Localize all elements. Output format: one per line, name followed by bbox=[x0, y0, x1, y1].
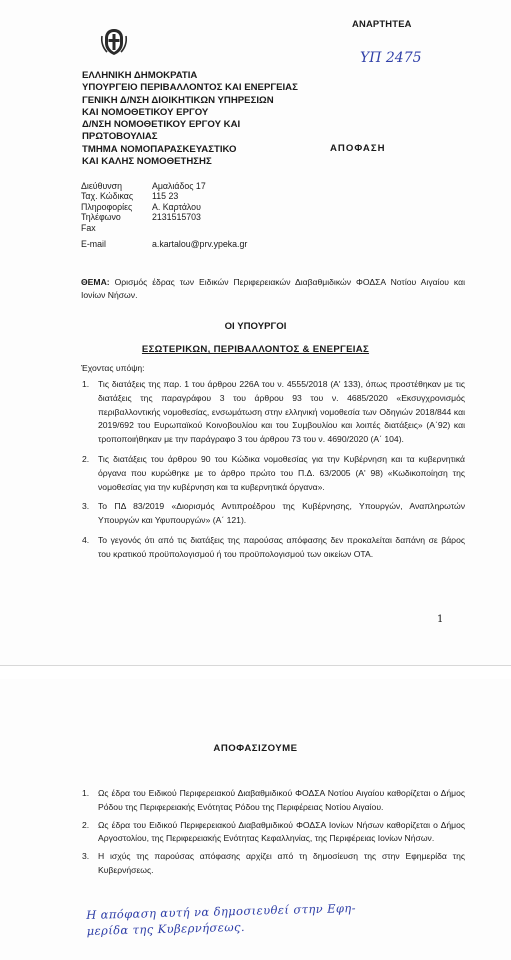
resolution-list bbox=[82, 787, 465, 880]
subject-text: Ορισμός έδρας των Ειδικών Περιφερειακών Διαβαθμιδικών ΦΟΔΣΑ Νοτίου Αιγαίου και Ιονίων Νήσων. bbox=[81, 277, 465, 300]
contact-row bbox=[81, 191, 247, 201]
list-item bbox=[82, 378, 465, 447]
resolution-title: ΑΠΟΦΑΣΙΖΟΥΜΕ bbox=[213, 743, 298, 754]
document-page-2 bbox=[0, 679, 511, 960]
stamp-label: ΑΝΑΡΤΗΤΕΑ bbox=[352, 18, 412, 29]
item-number: 2. bbox=[82, 819, 90, 830]
handwritten-note-line: μερίδα της Κυβερνήσεως. bbox=[86, 919, 246, 938]
item-number: 2. bbox=[82, 453, 90, 464]
item-text: Ως έδρα του Ειδικού Περιφερειακού Διαβαθμιδικού ΦΟΔΣΑ Νοτίου Αιγαίου καθορίζεται ο Δήμος Ρόδου της Περιφερειακής Ενότητας Ρόδου της Περιφέρειας Νοτίου Αιγαίου. bbox=[98, 788, 465, 812]
contact-label: Τηλέφωνο bbox=[81, 212, 121, 223]
list-item bbox=[82, 534, 465, 562]
contact-value bbox=[152, 223, 247, 233]
item-number: 4. bbox=[82, 534, 90, 545]
header-line: ΓΕΝΙΚΗ Δ/ΝΣΗ ΔΙΟΙΚΗΤΙΚΩΝ ΥΠΗΡΕΣΙΩΝ bbox=[82, 94, 274, 106]
item-text: Τις διατάξεις του άρθρου 90 του Κώδικα νομοθεσίας για την Κυβέρνηση και τα κυβερνητικά όργανα που κυρώθηκε με το άρθρο πρώτο του Π.Δ. 63/2005 (Α' 98) «Κωδικοποίηση της νομοθεσίας για την κυβέρνηση και τα κυβερνητικά όργανα». bbox=[98, 453, 465, 492]
contact-row bbox=[81, 202, 247, 212]
contact-label: Διεύθυνση bbox=[81, 181, 122, 191]
list-item bbox=[82, 500, 465, 528]
contact-label: Πληροφορίες bbox=[81, 201, 133, 212]
ministers-title: ΟΙ ΥΠΟΥΡΓΟΙ bbox=[224, 321, 287, 332]
item-number: 3. bbox=[82, 501, 90, 512]
contact-value: 2131515703 bbox=[152, 212, 201, 223]
considering-heading: Έχοντας υπόψη: bbox=[81, 363, 145, 373]
contact-label: Ταχ. Κώδικας bbox=[81, 191, 134, 202]
subject bbox=[81, 276, 465, 302]
list-item bbox=[82, 787, 465, 815]
header-line: ΕΛΛΗΝΙΚΗ ΔΗΜΟΚΡΑΤΙΑ bbox=[82, 70, 198, 81]
greek-coat-of-arms-icon bbox=[98, 26, 130, 58]
item-text: Το ΠΔ 83/2019 «Διορισμός Αντιπροέδρου της Κυβέρνησης, Υπουργών, Αναπληρωτών Υπουργών και Υφυπουργών» (Α΄ 121). bbox=[98, 501, 465, 526]
handwritten-note-line: Η απόφαση αυτή να δημοσιευθεί στην Εφη- bbox=[86, 900, 357, 922]
item-number: 1. bbox=[82, 379, 90, 389]
header-line: ΚΑΙ ΝΟΜΟΘΕΤΙΚΟΥ ΕΡΓΟΥ bbox=[82, 106, 209, 118]
contact-value: Αμαλιάδος 17 bbox=[152, 181, 206, 191]
page-number: 1 bbox=[437, 614, 444, 625]
subject-label: ΘΕΜΑ: bbox=[81, 277, 110, 287]
contact-label: Fax bbox=[81, 222, 96, 233]
item-text: Η ισχύς της παρούσας απόφασης αρχίζει από τη δημοσίευση της στην Εφημερίδα της Κυβερνήσεως. bbox=[98, 851, 465, 875]
contact-email: a.kartalou@prv.ypeka.gr bbox=[152, 239, 248, 250]
item-text: Τις διατάξεις της παρ. 1 του άρθρου 226Α του ν. 4555/2018 (Α' 133), όπως προστέθηκαν με τις διατάξεις της παραγράφου 3 του άρθρου 93 του ν. 4685/2020 «Εκσυγχρονισμός περιβαλλοντικής νομοθεσίας, ενσωμάτωση στην ελληνική νομοθεσία των Οδηγιών 2018/844 και 2019/692 του Ευρωπαϊκού Κοινοβουλίου και του Συμβουλίου και λοιπές διατάξεις» (Α΄92) και τροποποιήθηκαν με την παράγραφο 3 του άρθρου 73 του ν. 4690/2020 (Α΄ 104). bbox=[98, 379, 465, 445]
contact-value: Α. Καρτάλου bbox=[152, 201, 201, 212]
issuer-header bbox=[82, 70, 298, 168]
header-line: ΥΠΟΥΡΓΕΙΟ ΠΕΡΙΒΑΛΛΟΝΤΟΣ ΚΑΙ ΕΝΕΡΓΕΙΑΣ bbox=[82, 82, 298, 94]
item-number: 1. bbox=[82, 788, 90, 798]
contact-row bbox=[81, 223, 247, 233]
header-line: Δ/ΝΣΗ ΝΟΜΟΘΕΤΙΚΟΥ ΕΡΓΟΥ ΚΑΙ bbox=[82, 119, 241, 131]
contact-label: E-mail bbox=[81, 239, 106, 250]
header-line: ΤΜΗΜΑ ΝΟΜΟΠΑΡΑΣΚΕΥΑΣΤΙΚΟ bbox=[82, 143, 237, 155]
list-item bbox=[82, 453, 465, 494]
list-item bbox=[82, 850, 465, 878]
contact-row bbox=[81, 181, 247, 191]
contact-row bbox=[81, 233, 247, 249]
decision-label: ΑΠΟΦΑΣΗ bbox=[330, 143, 386, 154]
considerations-list bbox=[82, 378, 465, 568]
handwritten-note bbox=[86, 900, 357, 939]
item-text: Το γεγονός ότι από τις διατάξεις της παρούσας απόφασης δεν προκαλείται δαπάνη σε βάρος του κρατικού προϋπολογισμού ή του προϋπολογισμού των οικείων ΟΤΑ. bbox=[98, 534, 465, 559]
item-text: Ως έδρα του Ειδικού Περιφερειακού Διαβαθμιδικού ΦΟΔΣΑ Ιονίων Νήσων καθορίζεται ο Δήμος Αργοστολίου, της Περιφερειακής Ενότητας Κεφαλληνίας, της Περιφέρειας Ιονίων Νήσων. bbox=[98, 819, 465, 844]
contact-row bbox=[81, 212, 247, 222]
list-item bbox=[82, 819, 465, 847]
header-line: ΠΡΩΤΟΒΟΥΛΙΑΣ bbox=[82, 131, 158, 143]
contact-value: 115 23 bbox=[152, 191, 179, 202]
header-line: ΚΑΙ ΚΑΛΗΣ ΝΟΜΟΘΕΤΗΣΗΣ bbox=[82, 156, 212, 168]
ministers-subtitle: ΕΣΩΤΕΡΙΚΩΝ, ΠΕΡΙΒΑΛΛΟΝΤΟΣ & ΕΝΕΡΓΕΙΑΣ bbox=[141, 344, 370, 355]
handwritten-protocol-number: ΥΠ 2475 bbox=[360, 50, 422, 66]
contact-details bbox=[81, 181, 247, 249]
item-number: 3. bbox=[82, 851, 90, 862]
page-separator bbox=[0, 665, 511, 680]
